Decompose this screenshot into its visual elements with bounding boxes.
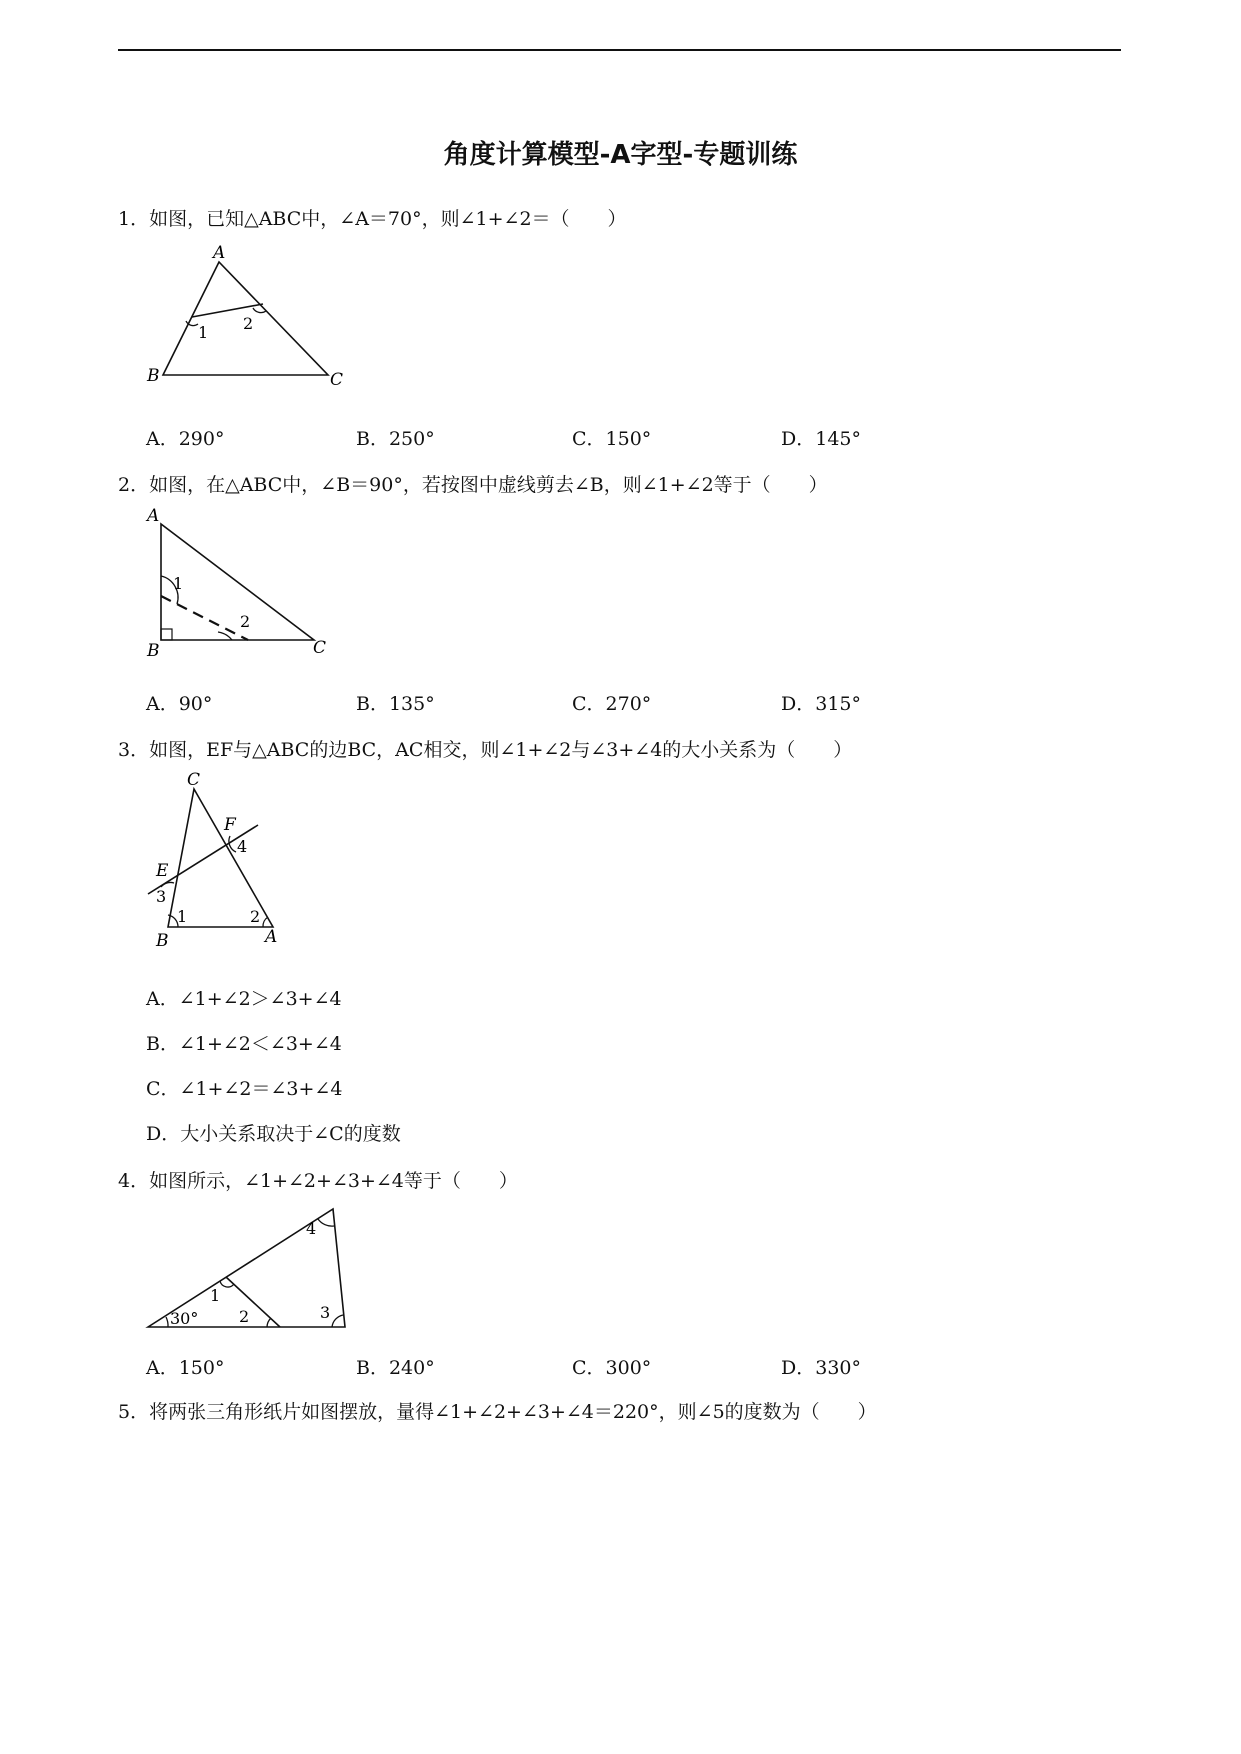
q4-label-3: 3: [320, 1303, 331, 1322]
q2-option-d[interactable]: D．315°: [781, 693, 861, 715]
q2-label-1: 1: [173, 574, 184, 593]
q1-option-b[interactable]: B．250°: [356, 428, 435, 450]
q1-label-B: B: [147, 366, 160, 386]
q3-label-F: F: [224, 815, 236, 835]
q1-label-A: A: [213, 243, 226, 263]
q2-label-B: B: [147, 641, 160, 661]
q3-label-1: 1: [177, 907, 188, 926]
question-1-text: 1．如图，已知△ABC中，∠A＝70°，则∠1+∠2＝（ ）: [118, 208, 627, 230]
page-title: 角度计算模型-A字型-专题训练: [443, 140, 798, 170]
q2-option-b[interactable]: B．135°: [356, 693, 435, 715]
q3-label-A: A: [265, 927, 278, 947]
q3-label-2: 2: [250, 907, 261, 926]
q1-option-c[interactable]: C．150°: [572, 428, 652, 450]
q4-option-d[interactable]: D．330°: [781, 1357, 861, 1379]
q4-label-1: 1: [210, 1286, 221, 1305]
q3-option-d[interactable]: D．大小关系取决于∠C的度数: [146, 1123, 401, 1145]
q1-label-1: 1: [198, 323, 209, 342]
question-2-figure: [140, 505, 340, 661]
question-3-figure: [140, 770, 300, 950]
q1-option-a[interactable]: A．290°: [146, 428, 225, 450]
q4-option-b[interactable]: B．240°: [356, 1357, 435, 1379]
q3-label-E: E: [156, 861, 169, 881]
q2-label-C: C: [313, 638, 327, 658]
q3-option-a[interactable]: A．∠1+∠2＞∠3+∠4: [146, 988, 342, 1010]
q1-option-d[interactable]: D．145°: [781, 428, 861, 450]
q4-option-c[interactable]: C．300°: [572, 1357, 652, 1379]
q3-option-b[interactable]: B．∠1+∠2＜∠3+∠4: [146, 1033, 342, 1055]
q4-option-a[interactable]: A．150°: [146, 1357, 225, 1379]
q3-label-C: C: [187, 770, 201, 790]
header-rule: [118, 49, 1121, 51]
question-5-text: 5．将两张三角形纸片如图摆放，量得∠1+∠2+∠3+∠4＝220°，则∠5的度数为（ ）: [118, 1401, 877, 1423]
question-3-text: 3．如图，EF与△ABC的边BC，AC相交，则∠1+∠2与∠3+∠4的大小关系为（ ）: [118, 739, 853, 761]
q3-label-3: 3: [156, 887, 167, 906]
question-2-text: 2．如图，在△ABC中，∠B＝90°，若按图中虚线剪去∠B，则∠1+∠2等于（ ）: [118, 474, 828, 496]
q4-label-2: 2: [239, 1307, 250, 1326]
question-1-figure: [140, 240, 360, 390]
q4-label-4: 4: [306, 1219, 317, 1238]
q3-label-4: 4: [237, 837, 248, 856]
question-4-text: 4．如图所示，∠1+∠2+∠3+∠4等于（ ）: [118, 1170, 518, 1192]
q1-label-C: C: [330, 370, 344, 390]
q4-label-30deg: 30°: [170, 1309, 199, 1328]
question-4-figure: [140, 1200, 360, 1340]
q1-label-2: 2: [243, 314, 254, 333]
q3-label-B: B: [156, 931, 169, 951]
q2-label-2: 2: [240, 612, 251, 631]
q2-option-c[interactable]: C．270°: [572, 693, 652, 715]
q3-option-c[interactable]: C．∠1+∠2＝∠3+∠4: [146, 1078, 343, 1100]
q2-option-a[interactable]: A．90°: [146, 693, 213, 715]
q2-label-A: A: [147, 506, 160, 526]
